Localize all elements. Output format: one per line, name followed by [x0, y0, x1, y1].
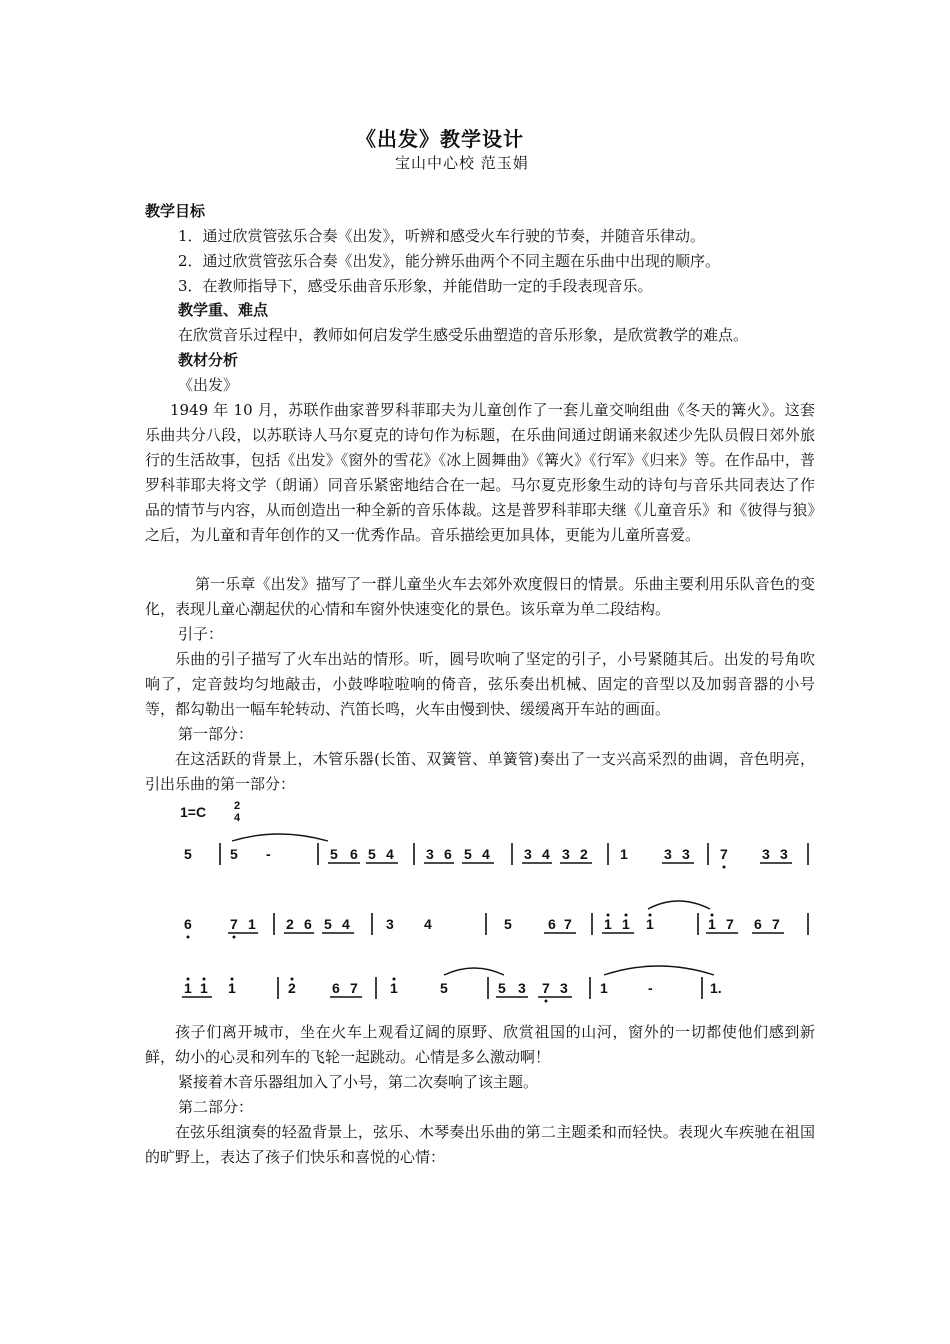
note: 4 [542, 846, 550, 862]
note: 3 [562, 846, 570, 862]
part1-label: 第一部分： [178, 725, 254, 743]
intro-label: 引子： [178, 625, 224, 643]
note: 1 [184, 980, 192, 996]
goals-heading: 教学目标 [145, 202, 206, 220]
analysis-heading: 教材分析 [178, 351, 239, 369]
note: 4 [342, 916, 350, 932]
note: 1. [710, 980, 722, 996]
note: 5 [504, 916, 512, 932]
goal-item: 3．在教师指导下，感受乐曲音乐形象，并能借助一定的手段表现音乐。 [178, 277, 653, 295]
note: 1 [228, 980, 236, 996]
difficulty-heading: 教学重、难点 [178, 301, 269, 319]
score-row-1 [184, 834, 808, 869]
difficulty-text: 在欣赏音乐过程中，教师如何启发学生感受乐曲塑造的音乐形象，是欣赏教学的难点。 [178, 326, 749, 344]
note: 5 [498, 980, 506, 996]
note: 7 [726, 916, 734, 932]
part2-label: 第二部分： [178, 1098, 254, 1116]
note: 6 [350, 846, 358, 862]
document-title: 《出发》教学设计 [356, 127, 524, 151]
music-score [178, 797, 818, 1007]
note: 1 [604, 916, 612, 932]
note: 3 [682, 846, 690, 862]
note: 5 [464, 846, 472, 862]
note: 2 [580, 846, 588, 862]
note: 3 [762, 846, 770, 862]
note: 5 [330, 846, 338, 862]
note: 1 [708, 916, 716, 932]
after-score-paragraph: 紧接着木音乐器组加入了小号，第二次奏响了该主题。 [178, 1073, 539, 1091]
note: 5 [324, 916, 332, 932]
note: 3 [518, 980, 526, 996]
note: - [648, 980, 653, 996]
note: 4 [386, 846, 394, 862]
note: 5 [230, 846, 238, 862]
note: 6 [304, 916, 312, 932]
analysis-paragraph: 1949 年 10 月，苏联作曲家普罗科菲耶夫为儿童创作了一套儿童交响组曲《冬天的篝火》。这套乐曲共分八段，以苏联诗人马尔夏克的诗句作为标题，在乐曲间通过朗诵来叙述少先队员假日郊外旅行的生活故事，包括《出发》《窗外的雪花》《冰上圆舞曲》《篝火》《行军》《归来》等。在作品中，普罗科菲耶夫将文学（朗诵）同音乐紧密地结合在一起。马尔夏克形象生动的诗句与音乐共同表达了作品的情节与内容，从而创造出一种全新的音乐体裁。这是普罗科菲耶夫继《儿童音乐》和《彼得与狼》之后，为儿童和青年创作的又一优秀作品。音乐描绘更加具体，更能为儿童所喜爱。 [145, 401, 815, 544]
note: 7 [230, 916, 238, 932]
intro-paragraph: 乐曲的引子描写了火车出站的情形。听，圆号吹响了坚定的引子，小号紧随其后。出发的号角吹响了，定音鼓均匀地敲击，小鼓哗啦啦响的倚音，弦乐奏出机械、固定的音型以及加弱音器的小号等，都勾勒出一幅车轮转动、汽笛长鸣，火车由慢到快、缓缓离开车站的画面。 [145, 650, 815, 718]
note: 6 [184, 916, 192, 932]
note: 4 [424, 916, 432, 932]
score-row-3 [182, 966, 722, 1003]
note: 1 [620, 846, 628, 862]
note: 1 [390, 980, 398, 996]
note: 3 [780, 846, 788, 862]
note: - [266, 846, 271, 862]
note: 1 [600, 980, 608, 996]
part2-paragraph: 在弦乐组演奏的轻盈背景上，弦乐、木琴奏出乐曲的第二主题柔和而轻快。表现火车疾驰在祖国的旷野上，表达了孩子们快乐和喜悦的心情： [145, 1123, 815, 1166]
note: 3 [426, 846, 434, 862]
note: 3 [386, 916, 394, 932]
score-time-top: 2 [234, 800, 241, 812]
note: 7 [720, 846, 728, 862]
note: 1 [248, 916, 256, 932]
part1-paragraph: 在这活跃的背景上，木管乐器(长笛、双簧管、单簧管)奏出了一支兴高采烈的曲调，音色明亮，引出乐曲的第一部分： [145, 750, 815, 793]
note: 1 [646, 916, 654, 932]
note: 6 [332, 980, 340, 996]
analysis-paragraph: 第一乐章《出发》描写了一群儿童坐火车去郊外欢度假日的情景。乐曲主要利用乐队音色的变化，表现儿童心潮起伏的心情和车窗外快速变化的景色。该乐章为单二段结构。 [145, 575, 815, 618]
note: 1 [622, 916, 630, 932]
after-score-paragraph: 孩子们离开城市，坐在火车上观看辽阔的原野、欣赏祖国的山河，窗外的一切都使他们感到新鲜，幼小的心灵和列车的飞轮一起跳动。心情是多么激动啊！ [145, 1023, 815, 1066]
note: 3 [524, 846, 532, 862]
score-key: 1=C [180, 804, 207, 820]
note: 3 [560, 980, 568, 996]
note: 2 [288, 980, 296, 996]
note: 5 [184, 846, 192, 862]
note: 6 [754, 916, 762, 932]
note: 7 [564, 916, 572, 932]
note: 5 [368, 846, 376, 862]
score-row-2 [184, 901, 808, 939]
goal-item: 1．通过欣赏管弦乐合奏《出发》，听辨和感受火车行驶的节奏，并随音乐律动。 [178, 227, 706, 245]
analysis-subtitle: 《出发》 [178, 376, 239, 394]
note: 6 [444, 846, 452, 862]
note: 4 [482, 846, 490, 862]
goal-item: 2．通过欣赏管弦乐合奏《出发》，能分辨乐曲两个不同主题在乐曲中出现的顺序。 [178, 252, 721, 270]
note: 5 [440, 980, 448, 996]
note: 6 [548, 916, 556, 932]
note: 2 [286, 916, 294, 932]
note: 1 [200, 980, 208, 996]
score-time-bottom: 4 [234, 812, 241, 824]
note: 7 [350, 980, 358, 996]
note: 3 [664, 846, 672, 862]
author-line: 宝山中心校 范玉娟 [395, 154, 529, 172]
note: 7 [542, 980, 550, 996]
note: 7 [772, 916, 780, 932]
